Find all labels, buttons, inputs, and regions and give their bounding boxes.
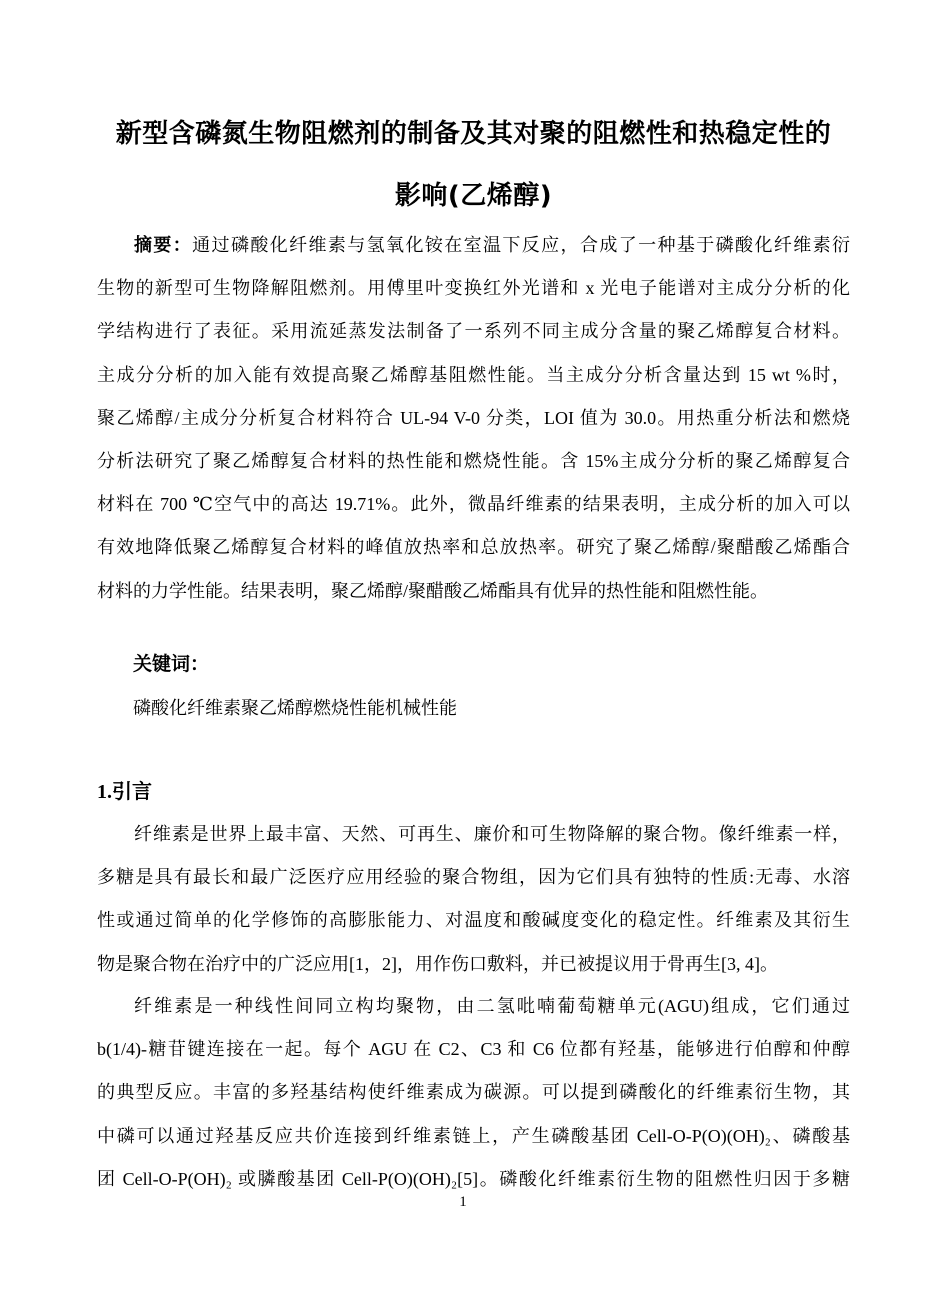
abstract-line: 聚乙烯醇/主成分分析复合材料符合 UL-94 V-0 分类，LOI 值为 30.0。用热重分析法和燃烧 (97, 407, 850, 428)
page-number: 1 (459, 1194, 467, 1210)
abstract-line: 生物的新型可生物降解阻燃剂。用傅里叶变换红外光谱和 x 光电子能谱对主成分分析的化 (97, 278, 850, 299)
paper-title-line2: 影响(乙烯醇) (394, 181, 553, 211)
intro-p2-line: 的典型反应。丰富的多羟基结构使纤维素成为碳源。可以提到磷酸化的纤维素衍生物，其 (97, 1082, 850, 1103)
section-heading-introduction: 1.引言 (97, 781, 152, 803)
abstract-line: 主成分分析的加入能有效提高聚乙烯醇基阻燃性能。当主成分分析含量达到 15 wt %时， (97, 364, 850, 385)
abstract-line-text: 通过磷酸化纤维素与氢氧化铵在室温下反应，合成了一种基于磷酸化纤维素衍 (192, 235, 850, 255)
intro-p1-line: 物是聚合物在治疗中的广泛应用[1，2]，用作伤口敷料，并已被提议用于骨再生[3, 4]。 (97, 953, 778, 974)
abstract-line: 分析法研究了聚乙烯醇复合材料的热性能和燃烧性能。含 15%主成分分析的聚乙烯醇复合 (97, 450, 850, 471)
abstract-section (97, 224, 850, 613)
abstract-label: 摘要： (134, 235, 193, 255)
introduction-paragraph-2 (97, 985, 850, 1201)
abstract-line: 材料的力学性能。结果表明，聚乙烯醇/聚醋酸乙烯酯具有优异的热性能和阻燃性能。 (97, 580, 768, 601)
paper-title-line1: 新型含磷氮生物阻燃剂的制备及其对聚的阻燃性和热稳定性的 (115, 119, 832, 149)
introduction-paragraph-1 (97, 813, 850, 986)
abstract-line: 学结构进行了表征。采用流延蒸发法制备了一系列不同主成分含量的聚乙烯醇复合材料。 (97, 321, 850, 342)
intro-p1-line: 多糖是具有最长和最广泛医疗应用经验的聚合物组，因为它们具有独特的性质:无毒、水溶 (97, 867, 850, 888)
keywords-label: 关键词： (133, 654, 210, 675)
abstract-line: 材料在 700 ℃空气中的高达 19.71%。此外，微晶纤维素的结果表明，主成分析的加入可以 (97, 494, 850, 515)
intro-p2-line: 中磷可以通过羟基反应共价连接到纤维素链上，产生磷酸基团 Cell-O-P(O)(OH)₂、磷酸基 (97, 1125, 850, 1146)
intro-p2-line: 团 Cell-O-P(OH)₂ 或膦酸基团 Cell-P(O)(OH)₂[5]。磷酸化纤维素衍生物的阻燃性归因于多糖 (97, 1168, 850, 1189)
keywords-text: 磷酸化纤维素聚乙烯醇燃烧性能机械性能 (133, 698, 457, 718)
intro-p1-line: 性或通过简单的化学修饰的高膨胀能力、对温度和酸碱度变化的稳定性。纤维素及其衍生 (97, 910, 850, 931)
intro-p1-line: 纤维素是世界上最丰富、天然、可再生、廉价和可生物降解的聚合物。像纤维素一样， (134, 824, 850, 844)
intro-p2-line: b(1/4)-糖苷键连接在一起。每个 AGU 在 C2、C3 和 C6 位都有羟基，能够进行伯醇和仲醇 (97, 1039, 850, 1060)
abstract-line: 有效地降低聚乙烯醇复合材料的峰值放热率和总放热率。研究了聚乙烯醇/聚醋酸乙烯酯合 (97, 537, 850, 558)
abstract-line (97, 224, 850, 267)
intro-p2-line: 纤维素是一种线性间同立构均聚物，由二氢吡喃葡萄糖单元(AGU)组成，它们通过 (134, 996, 850, 1016)
